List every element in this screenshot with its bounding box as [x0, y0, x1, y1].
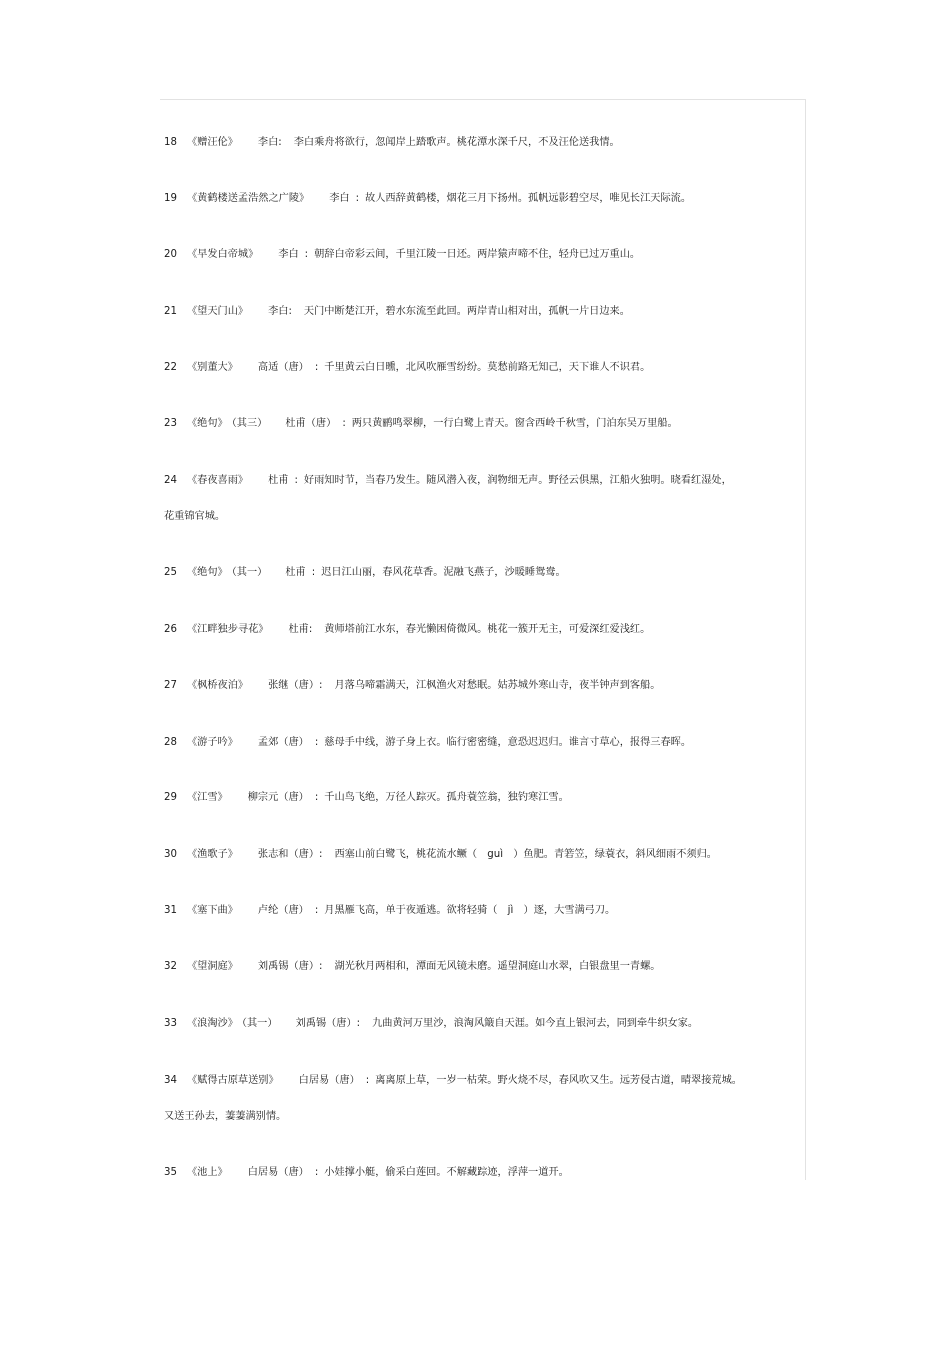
poem-title: 《黄鹤楼送孟浩然之广陵》 — [186, 193, 310, 204]
poem-number: 30 — [164, 849, 177, 860]
poem-title: 《别董大》 — [186, 362, 238, 373]
poem-line-22 — [164, 361, 650, 375]
poem-title: 《江雪》 — [186, 792, 228, 803]
poem-title: 《绝句》 — [186, 567, 228, 578]
poem-number: 26 — [164, 624, 177, 635]
separator: : — [294, 475, 298, 486]
poem-author: 刘禹锡（唐）: — [295, 1018, 361, 1029]
poem-text: 两只黄鹂鸣翠柳，一行白鹭上青天。窗含西岭千秋雪，门泊东吴万里船。 — [351, 418, 678, 429]
poem-number: 19 — [164, 193, 177, 204]
poem-number: 23 — [164, 418, 177, 429]
poem-title: 《江畔独步寻花》 — [186, 624, 269, 635]
poem-author: 李白 — [329, 193, 350, 204]
poem-line-27 — [164, 679, 660, 693]
poem-text: 月落乌啼霜满天，江枫渔火对愁眠。姑苏城外寒山寺，夜半钟声到客船。 — [334, 680, 661, 691]
poem-text: 故人西辞黄鹤楼，烟花三月下扬州。孤帆远影碧空尽，唯见长江天际流。 — [365, 193, 692, 204]
poem-title: 《赠汪伦》 — [186, 137, 238, 148]
poem-line-32 — [164, 960, 660, 974]
separator: : — [311, 567, 316, 578]
poem-number: 34 — [164, 1075, 177, 1086]
poem-line-33 — [164, 1017, 698, 1031]
poem-number: 21 — [164, 306, 177, 317]
poem-line-25 — [164, 566, 566, 580]
poem-line-30 — [164, 848, 717, 862]
separator: : — [355, 193, 360, 204]
poem-text: 九曲黄河万里沙，浪淘风簸自天涯。如今直上银河去，同到牵牛织女家。 — [372, 1018, 699, 1029]
poem-title: 《枫桥夜泊》 — [186, 680, 249, 691]
separator: : — [314, 1167, 319, 1178]
poem-text: 朝辞白帝彩云间，千里江陵一日还。两岸猿声啼不住，轻舟已过万重山。 — [314, 249, 641, 260]
poem-line-26 — [164, 623, 650, 637]
poem-line-19 — [164, 192, 691, 206]
poem-title: 《浪淘沙》 — [186, 1018, 238, 1029]
poem-text-continued: 花重锦官城。 — [164, 511, 226, 522]
poem-line-28 — [164, 736, 691, 750]
separator: : — [314, 362, 319, 373]
poem-author: 白居易（唐） — [247, 1167, 309, 1178]
poem-line-34-continued — [164, 1110, 286, 1124]
poem-title: 《渔歌子》 — [186, 849, 238, 860]
poem-text: 月黑雁飞高，单于夜遁逃。欲将轻骑（ jì ）逐，大雪满弓刀。 — [324, 905, 616, 916]
poem-number: 22 — [164, 362, 177, 373]
separator: : — [342, 418, 346, 429]
poem-line-18 — [164, 136, 620, 150]
separator: : — [314, 737, 319, 748]
poem-line-24 — [164, 474, 732, 488]
poem-text: 湖光秋月两相和，潭面无风镜未磨。遥望洞庭山水翠，白银盘里一青螺。 — [334, 961, 661, 972]
separator: : — [314, 905, 319, 916]
separator: : — [304, 249, 309, 260]
poem-text: 李白乘舟将欲行，忽闻岸上踏歌声。桃花潭水深千尺，不及汪伦送我情。 — [293, 137, 620, 148]
poem-text: 离离原上草，一岁一枯荣。野火烧不尽，春风吹又生。远芳侵古道，晴翠接荒城。 — [375, 1075, 742, 1086]
poem-author: 刘禹锡（唐）: — [257, 961, 323, 972]
poem-title: 《望洞庭》 — [186, 961, 238, 972]
poem-number: 28 — [164, 737, 177, 748]
poem-text-continued: 又送王孙去，萋萋满别情。 — [164, 1111, 287, 1122]
poem-line-35 — [164, 1166, 569, 1180]
poem-line-31 — [164, 904, 615, 918]
poem-text: 千里黄云白日曛，北风吹雁雪纷纷。莫愁前路无知己，天下谁人不识君。 — [324, 362, 651, 373]
poem-line-24-continued — [164, 510, 225, 524]
poem-text: 黄师塔前江水东，春光懒困倚微风。桃花一簇开无主，可爱深红爱浅红。 — [324, 624, 651, 635]
poem-author: 卢纶（唐） — [257, 905, 309, 916]
poem-text: 好雨知时节，当春乃发生。随风潜入夜，润物细无声。野径云俱黑，江船火独明。晓看红湿处， — [303, 475, 732, 486]
poem-author: 杜甫: — [288, 624, 313, 635]
poem-title: 《游子吟》 — [186, 737, 238, 748]
poem-author: 李白 — [278, 249, 299, 260]
poem-subtitle: （其一） — [241, 1018, 278, 1029]
poem-number: 32 — [164, 961, 177, 972]
poem-text: 天门中断楚江开，碧水东流至此回。两岸青山相对出，孤帆一片日边来。 — [303, 306, 630, 317]
poem-number: 20 — [164, 249, 177, 260]
poem-number: 31 — [164, 905, 177, 916]
poem-text: 小娃撑小艇，偷采白莲回。不解藏踪迹，浮萍一道开。 — [324, 1167, 569, 1178]
poem-title: 《赋得古原草送别》 — [186, 1075, 279, 1086]
poem-text: 迟日江山丽，春风花草香。泥融飞燕子，沙暖睡鸳鸯。 — [321, 567, 566, 578]
poem-author: 白居易（唐） — [298, 1075, 360, 1086]
poem-line-21 — [164, 305, 630, 319]
poem-line-20 — [164, 248, 640, 262]
poem-title: 《望天门山》 — [186, 306, 249, 317]
poem-author: 柳宗元（唐） — [247, 792, 309, 803]
poem-number: 25 — [164, 567, 177, 578]
poem-author: 杜甫（唐） — [285, 418, 337, 429]
poem-number: 27 — [164, 680, 177, 691]
poem-author: 张志和（唐）: — [257, 849, 323, 860]
poem-author: 张继（唐）: — [268, 680, 323, 691]
poem-author: 杜甫 — [268, 475, 289, 486]
poem-line-34 — [164, 1074, 742, 1088]
poem-author: 高适（唐） — [257, 362, 309, 373]
poem-text: 慈母手中线，游子身上衣。临行密密缝，意恐迟迟归。谁言寸草心，报得三春晖。 — [324, 737, 692, 748]
poem-subtitle: （其一） — [231, 567, 268, 578]
poem-number: 29 — [164, 792, 177, 803]
poem-number: 18 — [164, 137, 177, 148]
separator: : — [314, 792, 319, 803]
poem-line-29 — [164, 791, 569, 805]
poem-subtitle: （其三） — [231, 418, 268, 429]
poem-title: 《塞下曲》 — [186, 905, 238, 916]
poem-title: 《池上》 — [186, 1167, 228, 1178]
poem-author: 杜甫 — [285, 567, 306, 578]
poem-number: 33 — [164, 1018, 177, 1029]
poem-number: 35 — [164, 1167, 177, 1178]
poem-title: 《早发白帝城》 — [186, 249, 259, 260]
poem-text: 千山鸟飞绝，万径人踪灭。孤舟蓑笠翁，独钓寒江雪。 — [324, 792, 569, 803]
poem-line-23 — [164, 417, 678, 431]
poem-number: 24 — [164, 475, 177, 486]
poem-title: 《春夜喜雨》 — [186, 475, 249, 486]
poem-author: 李白: — [268, 306, 292, 317]
separator: : — [365, 1075, 370, 1086]
poem-title: 《绝句》 — [186, 418, 228, 429]
poem-text: 西塞山前白鹭飞，桃花流水鳜（ guì ）鱼肥。青箬笠，绿蓑衣，斜风细雨不须归。 — [334, 849, 717, 860]
poem-author: 孟郊（唐） — [257, 737, 309, 748]
poem-author: 李白: — [257, 137, 282, 148]
